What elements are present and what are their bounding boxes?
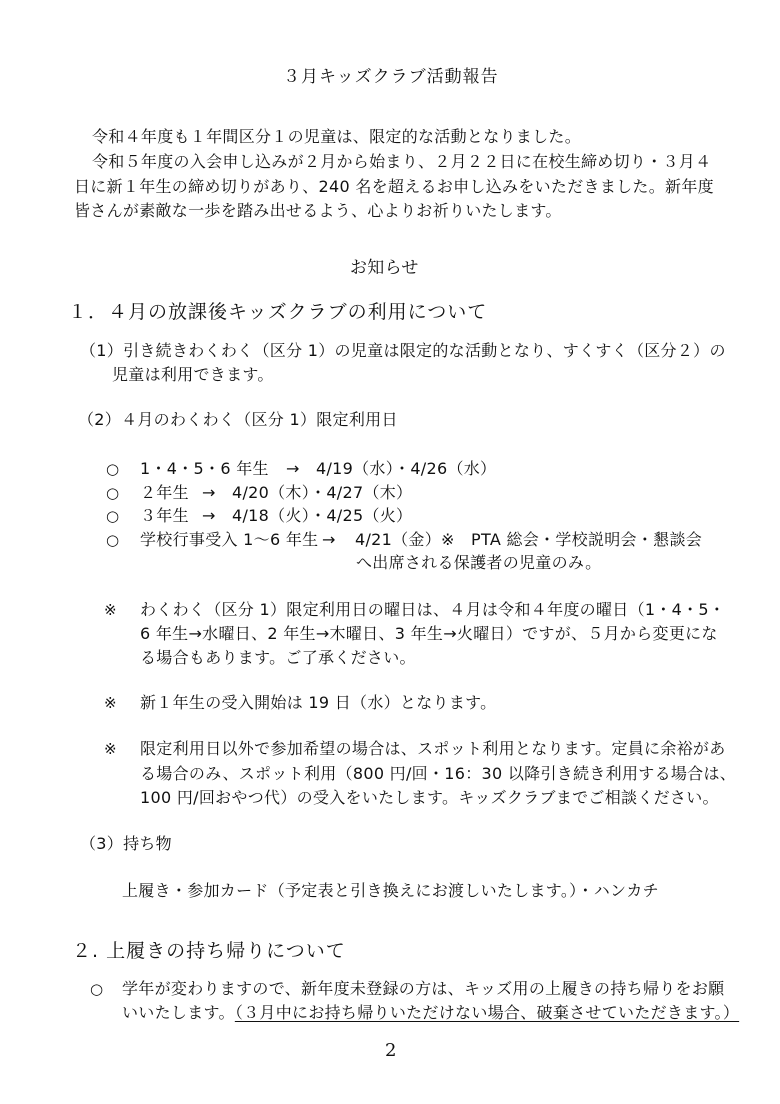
- schedule-bullet-1: ○: [106, 460, 120, 478]
- section1-item1-line2: 児童は利用できます。: [112, 365, 274, 384]
- schedule-arrow-2: →: [202, 483, 216, 502]
- belongings-text: 上履き・参加カード（予定表と引き換えにお渡しいたします。）・ハンカチ: [122, 881, 659, 900]
- section1-item2-title: （2）４月のわくわく（区分 1）限定利用日: [78, 410, 398, 429]
- note3-line1: 限定利用日以外で参加希望の場合は、スポット利用となります。定員に余裕があ: [140, 739, 726, 758]
- schedule-dates-3: 4/18（火）・4/25（火）: [232, 506, 413, 525]
- note1-line3: る場合もあります。ご了承ください。: [140, 648, 416, 667]
- section2-line1: 学年が変わりますので、新年度未登録の方は、キッズ用の上履きの持ち帰りをお願: [122, 979, 725, 998]
- page-number: 2: [385, 1040, 397, 1061]
- section1-heading: １．４月の放課後キッズクラブの利用について: [68, 301, 488, 323]
- intro-line-2: 令和５年度の入会申し込みが２月から始まり、２月２２日に在校生締め切り・３月４: [92, 152, 712, 171]
- section2-line2: [122, 1002, 739, 1024]
- page-title: ３月キッズクラブ活動報告: [283, 67, 499, 87]
- intro-line-3: 日に新１年生の締め切りがあり、240 名を超えるお申し込みをいただきました。新年度: [74, 177, 714, 196]
- note1-line2: 6 年生→水曜日、2 年生→木曜日、3 年生→火曜日）ですが、５月から変更にな: [140, 624, 718, 643]
- note2-symbol: ※: [104, 694, 117, 712]
- section2-line2-underlined: （３月中にお持ち帰りいただけない場合、破棄させていただきます。）: [234, 1003, 740, 1022]
- section1-item1-line1: （1）引き続きわくわく（区分 1）の児童は限定的な活動となり、すくすく（区分２）の: [80, 341, 726, 360]
- schedule-dates-4-line2: へ出席される保護者の児童のみ。: [356, 553, 602, 572]
- note3-line2: る場合のみ、スポット利用（800 円/回・16：30 以降引き続き利用する場合は、: [140, 764, 737, 783]
- notice-heading: お知らせ: [350, 258, 419, 278]
- note1-line1: わくわく（区分 1）限定利用日の曜日は、４月は令和４年度の曜日（1・4・5・: [140, 600, 726, 619]
- note2-text: 新１年生の受入開始は 19 日（水）となります。: [140, 693, 497, 712]
- section2-heading: ２. 上履きの持ち帰りについて: [72, 940, 346, 962]
- section1-item3-title: （3）持ち物: [80, 834, 172, 853]
- note3-line3: 100 円/回おやつ代）の受入をいたします。キッズクラブまでご相談ください。: [140, 788, 719, 807]
- schedule-grade-1: 1・4・5・6 年生: [140, 459, 269, 478]
- schedule-grade-3: ３年生: [140, 506, 189, 525]
- schedule-arrow-4: →: [322, 530, 336, 549]
- schedule-arrow-1: →: [286, 459, 300, 478]
- schedule-bullet-4: ○: [106, 531, 120, 549]
- schedule-dates-2: 4/20（木）・4/27（木）: [232, 483, 413, 502]
- schedule-grade-4: 学校行事受入 1〜6 年生: [140, 530, 319, 549]
- section2-line2-plain: いいたします。: [122, 1003, 235, 1022]
- section2-bullet: ○: [90, 980, 104, 998]
- schedule-bullet-2: ○: [106, 484, 120, 502]
- note1-symbol: ※: [104, 601, 117, 619]
- schedule-grade-2: ２年生: [140, 483, 189, 502]
- schedule-dates-4: 4/21（金）※ PTA 総会・学校説明会・懇談会: [355, 530, 703, 549]
- schedule-bullet-3: ○: [106, 507, 120, 525]
- note3-symbol: ※: [104, 740, 117, 758]
- intro-line-4: 皆さんが素敵な一歩を踏み出せるよう、心よりお祈りいたします。: [74, 201, 562, 220]
- intro-line-1: 令和４年度も１年間区分１の児童は、限定的な活動となりました。: [92, 127, 582, 146]
- schedule-dates-1: 4/19（水）・4/26（水）: [316, 459, 497, 478]
- schedule-arrow-3: →: [202, 506, 216, 525]
